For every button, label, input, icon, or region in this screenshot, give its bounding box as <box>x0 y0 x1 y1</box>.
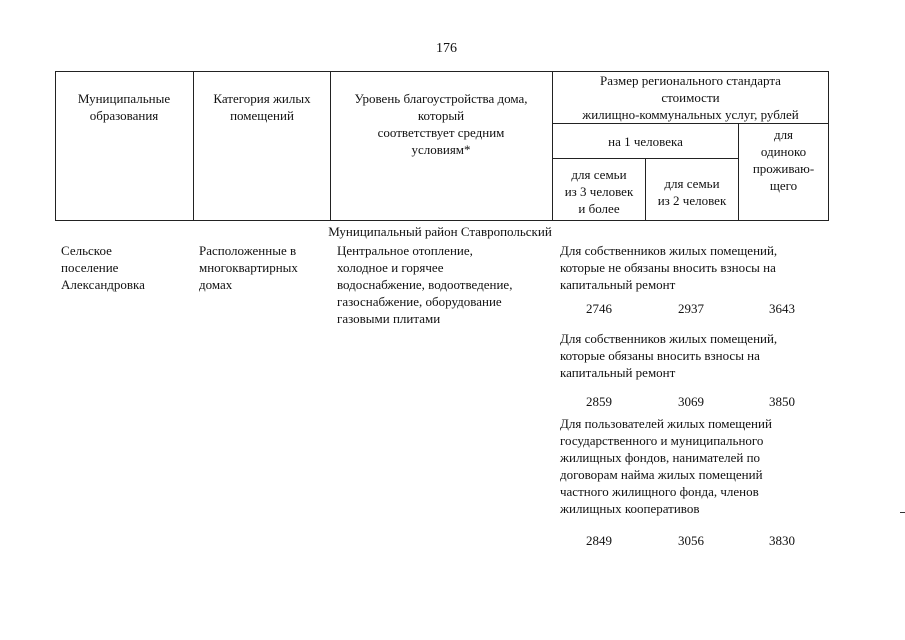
value-single: 3830 <box>769 533 795 548</box>
value-family-3plus: 2859 <box>586 394 612 409</box>
col-border-4 <box>645 158 646 221</box>
value-family-2: 3056 <box>678 533 704 548</box>
housing-category: Расположенные в многоквартирных домах <box>199 243 298 292</box>
col-border-1 <box>193 71 194 221</box>
value-single: 3643 <box>769 301 795 316</box>
col-border-6 <box>828 71 829 221</box>
col-border-2 <box>330 71 331 221</box>
header-municipal-formations: Муниципальные образования <box>77 91 171 123</box>
value-family-3plus: 2746 <box>586 301 612 316</box>
header-amenity-level: Уровень благоустройства дома, который соответствует средним условиям* <box>354 91 528 157</box>
municipality-name: Сельское поселение Александровка <box>61 243 145 292</box>
amenity-description: Центральное отопление, холодное и горячее водоснабжение, водоотведение, газоснабжение, оборудование газовыми плитами <box>337 243 513 326</box>
header-housing-category: Категория жилых помещений <box>213 91 311 123</box>
group-divider-line <box>552 123 829 124</box>
group-label: Для собственников жилых помещений, которые обязаны вносить взносы на капитальный ремонт <box>560 331 778 380</box>
header-regional-standard: Размер регионального стандарта стоимости жилищно-коммунальных услуг, рублей <box>582 73 799 122</box>
value-single: 3850 <box>769 394 795 409</box>
value-family-2: 2937 <box>678 301 704 316</box>
header-family-2: для семьи из 2 человек <box>657 176 727 208</box>
table-bottom-border <box>55 220 829 221</box>
value-family-3plus: 2849 <box>586 533 612 548</box>
header-single-resident: для одиноко проживаю- щего <box>752 127 815 193</box>
header-per-person: на 1 человека <box>608 134 683 149</box>
value-family-2: 3069 <box>678 394 704 409</box>
col-border-5 <box>738 123 739 221</box>
page-number: 176 <box>436 41 457 56</box>
scan-edge-mark <box>900 512 905 513</box>
group-label: Для пользователей жилых помещений государственного и муниципального жилищных фондов, нанимателей по договорам найма жилых помещений частного жилищного фонда, членов жилищных кооперативов <box>560 416 772 516</box>
header-family-3plus: для семьи из 3 человек и более <box>564 167 634 216</box>
group-label: Для собственников жилых помещений, которые не обязаны вносить взносы на капитальный ремонт <box>560 243 778 292</box>
district-heading: Муниципальный район Ставропольский <box>328 224 552 239</box>
col-border-0 <box>55 71 56 221</box>
col-border-3 <box>552 71 553 221</box>
